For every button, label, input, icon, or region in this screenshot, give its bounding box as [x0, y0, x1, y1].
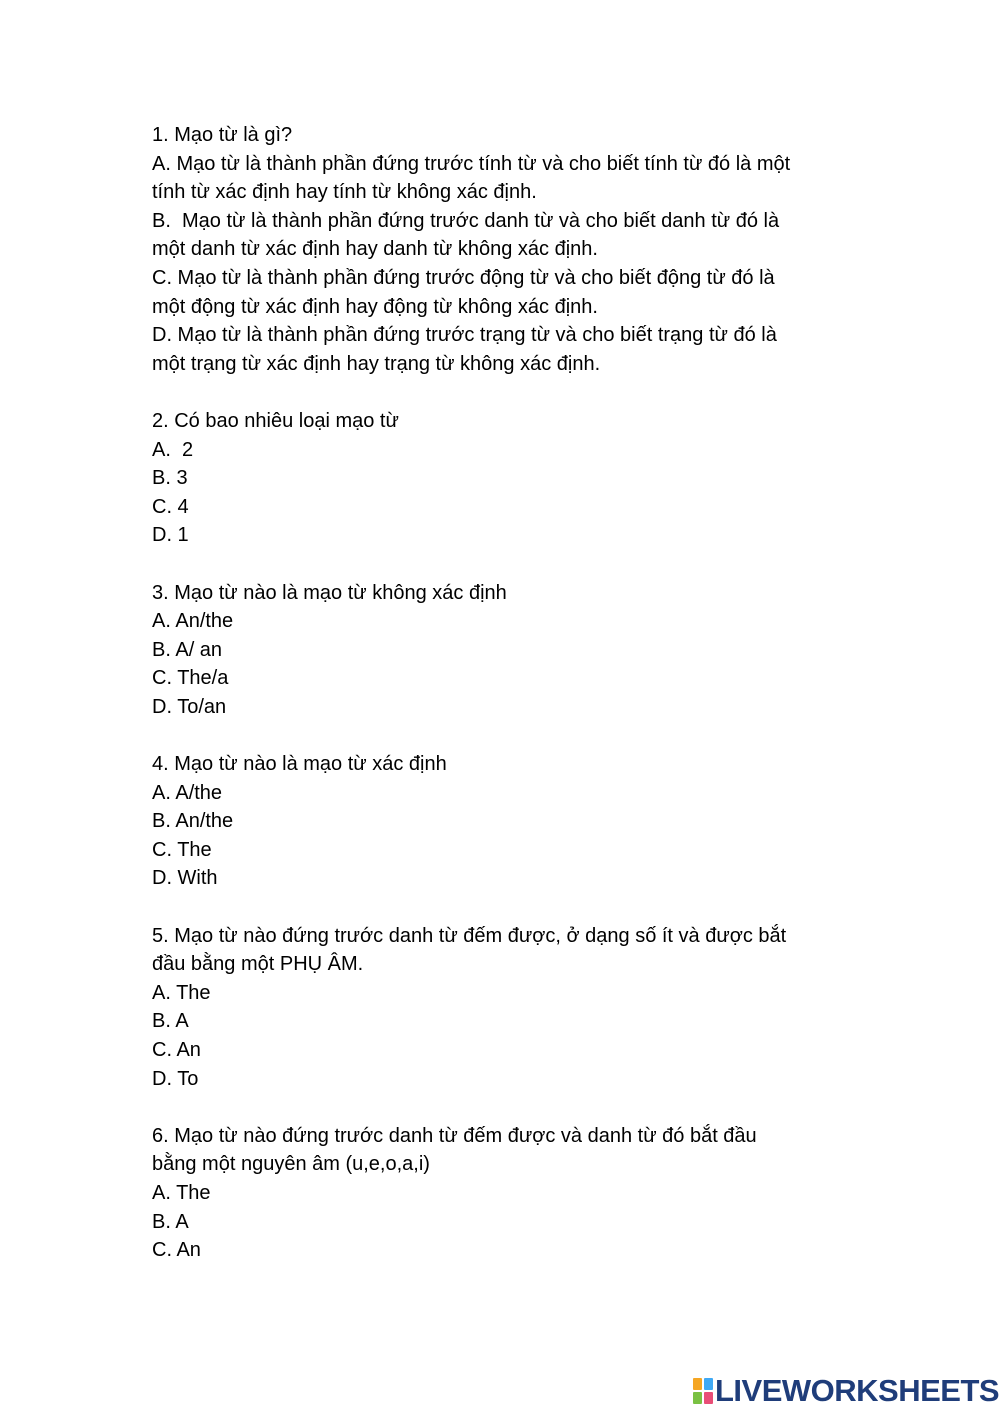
question-2-option-b[interactable]: B. 3: [152, 467, 188, 490]
question-5-option-c[interactable]: C. An: [152, 1039, 201, 1061]
logo-square-3: [693, 1392, 702, 1404]
question-1-option-a[interactable]: [152, 150, 862, 207]
question-3-option-d[interactable]: D. To/an: [152, 695, 227, 718]
option-line: tính từ xác định hay tính từ không xác định.: [152, 181, 537, 204]
question-1-text: 1. Mạo từ là gì?: [152, 124, 293, 146]
question-6-text-line-2: bằng một nguyên âm (u,e,o,a,i): [152, 1153, 430, 1176]
question-2-option-a[interactable]: A. 2: [152, 438, 194, 461]
worksheet: [152, 121, 862, 1293]
question-3-text: 3. Mạo từ nào là mạo từ không xác định: [152, 581, 507, 604]
question-5-text-line-1: 5. Mạo từ nào đứng trước danh từ đếm được, ở dạng số ít và được bắt: [152, 924, 787, 947]
question-5: [152, 922, 862, 1094]
question-4-option-d[interactable]: D. With: [152, 867, 218, 890]
question-6-option-a[interactable]: A. The: [152, 1181, 211, 1204]
liveworksheets-logo[interactable]: [693, 1374, 999, 1408]
question-1: [152, 121, 862, 378]
question-3: [152, 579, 862, 722]
question-3-option-c[interactable]: C. The/a: [152, 667, 229, 690]
question-6: [152, 1122, 862, 1265]
question-4-option-a[interactable]: A. A/the: [152, 781, 223, 804]
question-5-option-a[interactable]: A. The: [152, 981, 211, 1004]
option-line: B. Mạo từ là thành phần đứng trước danh từ và cho biết danh từ đó là: [152, 209, 780, 232]
option-line: C. Mạo từ là thành phần đứng trước động từ và cho biết động từ đó là: [152, 266, 775, 289]
option-line: D. Mạo từ là thành phần đứng trước trạng từ và cho biết trạng từ đó là: [152, 324, 777, 347]
question-6-text-line-1: 6. Mạo từ nào đứng trước danh từ đếm được và danh từ đó bắt đầu: [152, 1124, 757, 1147]
question-2-text: 2. Có bao nhiêu loại mạo từ: [152, 409, 399, 432]
question-4: [152, 750, 862, 893]
question-5-option-b[interactable]: B. A: [152, 1010, 189, 1033]
question-6-option-c[interactable]: C. An: [152, 1239, 201, 1262]
question-3-option-a[interactable]: A. An/the: [152, 610, 234, 633]
logo-text: LIVEWORKSHEETS: [715, 1373, 1000, 1408]
logo-square-4: [704, 1392, 713, 1404]
option-line: một danh từ xác định hay danh từ không xác định.: [152, 238, 598, 261]
question-4-option-c[interactable]: C. The: [152, 838, 212, 861]
question-5-option-d[interactable]: D. To: [152, 1067, 199, 1090]
logo-square-2: [704, 1378, 713, 1390]
question-5-text-line-2: đầu bằng một PHỤ ÂM.: [152, 953, 364, 976]
option-line: A. Mạo từ là thành phần đứng trước tính từ và cho biết tính từ đó là một: [152, 152, 791, 175]
liveworksheets-logo-icon: [693, 1378, 713, 1404]
question-1-option-c[interactable]: [152, 264, 862, 321]
option-line: một trạng từ xác định hay trạng từ không xác định.: [152, 352, 601, 375]
question-6-option-b[interactable]: B. A: [152, 1210, 189, 1233]
question-1-option-d[interactable]: [152, 321, 862, 378]
question-2-option-d[interactable]: D. 1: [152, 524, 189, 547]
option-line: một động từ xác định hay động từ không xác định.: [152, 295, 598, 318]
question-4-option-b[interactable]: B. An/the: [152, 810, 234, 833]
question-1-option-b[interactable]: [152, 207, 862, 264]
question-2: [152, 407, 862, 550]
logo-square-1: [693, 1378, 702, 1390]
question-2-option-c[interactable]: C. 4: [152, 495, 189, 518]
question-4-text: 4. Mạo từ nào là mạo từ xác định: [152, 753, 447, 776]
question-3-option-b[interactable]: B. A/ an: [152, 638, 223, 661]
